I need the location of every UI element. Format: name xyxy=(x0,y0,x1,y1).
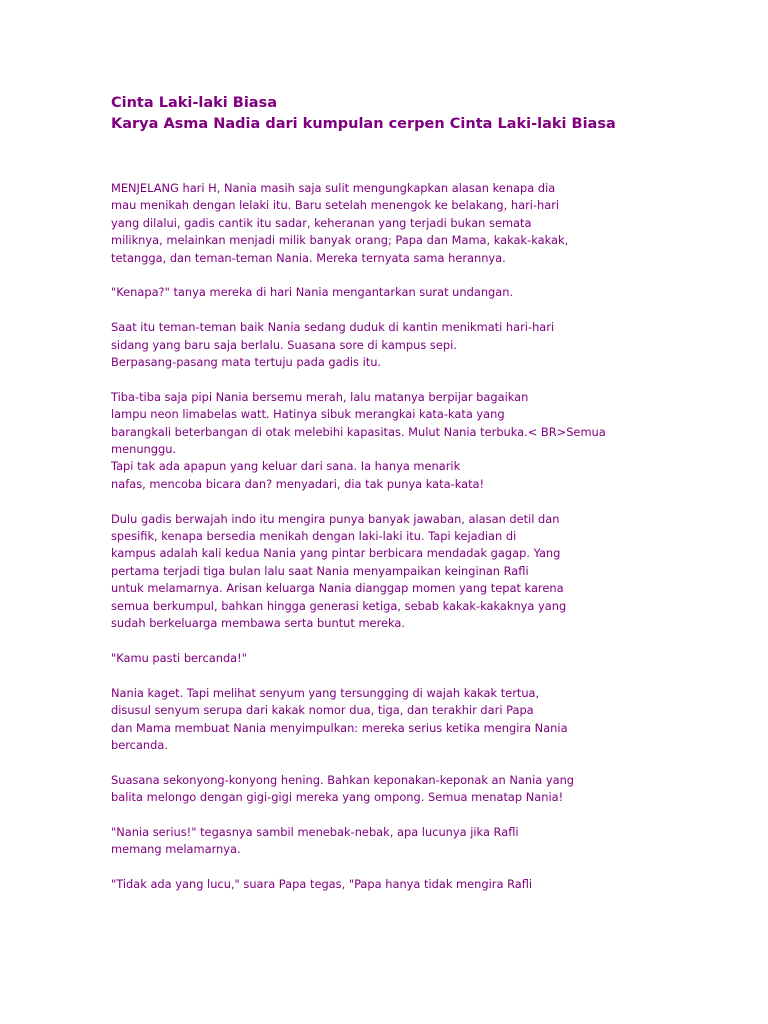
paragraph-line: "Kenapa?" tanya mereka di hari Nania mengantarkan surat undangan. xyxy=(111,285,514,300)
paragraph-line: tetangga, dan teman-teman Nania. Mereka ternyata sama herannya. xyxy=(111,250,506,265)
paragraph-line: memang melamarnya. xyxy=(111,842,241,857)
story-subtitle: Karya Asma Nadia dari kumpulan cerpen Cinta Laki-laki Biasa xyxy=(111,116,616,132)
story-body xyxy=(111,180,731,911)
story-paragraph xyxy=(111,389,731,493)
paragraph-line: untuk melamarnya. Arisan keluarga Nania dianggap momen yang tepat karena xyxy=(111,581,564,596)
story-paragraph xyxy=(111,650,731,667)
story-paragraph xyxy=(111,685,731,755)
paragraph-line: Nania kaget. Tapi melihat senyum yang tersungging di wajah kakak tertua, xyxy=(111,685,540,700)
paragraph-line: barangkali beterbangan di otak melebihi kapasitas. Mulut Nania terbuka.< BR>Semua xyxy=(111,424,606,439)
paragraph-line: Dulu gadis berwajah indo itu mengira punya banyak jawaban, alasan detil dan xyxy=(111,511,560,526)
paragraph-line: menunggu. xyxy=(111,442,177,457)
story-paragraph xyxy=(111,319,731,371)
paragraph-line: dan Mama membuat Nania menyimpulkan: mereka serius ketika mengira Nania xyxy=(111,720,568,735)
paragraph-line: Saat itu teman-teman baik Nania sedang duduk di kantin menikmati hari-hari xyxy=(111,320,555,335)
story-paragraph xyxy=(111,511,731,633)
paragraph-line: kampus adalah kali kedua Nania yang pintar berbicara mendadak gagap. Yang xyxy=(111,546,561,561)
paragraph-line: Berpasang-pasang mata tertuju pada gadis itu. xyxy=(111,355,382,370)
story-title: Cinta Laki-laki Biasa xyxy=(111,95,277,111)
paragraph-line: sidang yang baru saja berlalu. Suasana sore di kampus sepi. xyxy=(111,337,457,352)
paragraph-line: sudah berkeluarga membawa serta buntut mereka. xyxy=(111,616,406,631)
paragraph-line: "Nania serius!" tegasnya sambil menebak-nebak, apa lucunya jika Rafli xyxy=(111,824,519,839)
paragraph-line: lampu neon limabelas watt. Hatinya sibuk merangkai kata-kata yang xyxy=(111,407,505,422)
paragraph-line: mau menikah dengan lelaki itu. Baru setelah menengok ke belakang, hari-hari xyxy=(111,198,560,213)
paragraph-line: Tapi tak ada apapun yang keluar dari sana. Ia hanya menarik xyxy=(111,459,461,474)
paragraph-line: Suasana sekonyong-konyong hening. Bahkan keponakan-keponak an Nania yang xyxy=(111,772,575,787)
paragraph-line: bercanda. xyxy=(111,737,168,752)
story-paragraph xyxy=(111,284,731,301)
paragraph-line: "Tidak ada yang lucu," suara Papa tegas, "Papa hanya tidak mengira Rafli xyxy=(111,877,533,892)
story-paragraph xyxy=(111,772,731,807)
paragraph-line: disusul senyum serupa dari kakak nomor dua, tiga, dan terakhir dari Papa xyxy=(111,703,534,718)
paragraph-line: Tiba-tiba saja pipi Nania bersemu merah, lalu matanya berpijar bagaikan xyxy=(111,389,529,404)
paragraph-line: MENJELANG hari H, Nania masih saja sulit mengungkapkan alasan kenapa dia xyxy=(111,181,556,195)
paragraph-line: pertama terjadi tiga bulan lalu saat Nania menyampaikan keinginan Rafli xyxy=(111,563,529,578)
paragraph-line: spesifik, kenapa bersedia menikah dengan laki-laki itu. Tapi kejadian di xyxy=(111,529,517,544)
paragraph-line: nafas, mencoba bicara dan? menyadari, dia tak punya kata-kata! xyxy=(111,476,485,491)
paragraph-line: semua berkumpul, bahkan hingga generasi ketiga, sebab kakak-kakaknya yang xyxy=(111,598,567,613)
paragraph-line: "Kamu pasti bercanda!" xyxy=(111,650,247,665)
title-block xyxy=(111,93,616,135)
story-paragraph xyxy=(111,180,731,267)
paragraph-line: yang dilalui, gadis cantik itu sadar, keheranan yang terjadi bukan semata xyxy=(111,215,532,230)
paragraph-line: balita melongo dengan gigi-gigi mereka yang ompong. Semua menatap Nania! xyxy=(111,790,564,805)
story-paragraph xyxy=(111,876,731,893)
story-paragraph xyxy=(111,824,731,859)
paragraph-line: miliknya, melainkan menjadi milik banyak orang; Papa dan Mama, kakak-kakak, xyxy=(111,233,569,248)
